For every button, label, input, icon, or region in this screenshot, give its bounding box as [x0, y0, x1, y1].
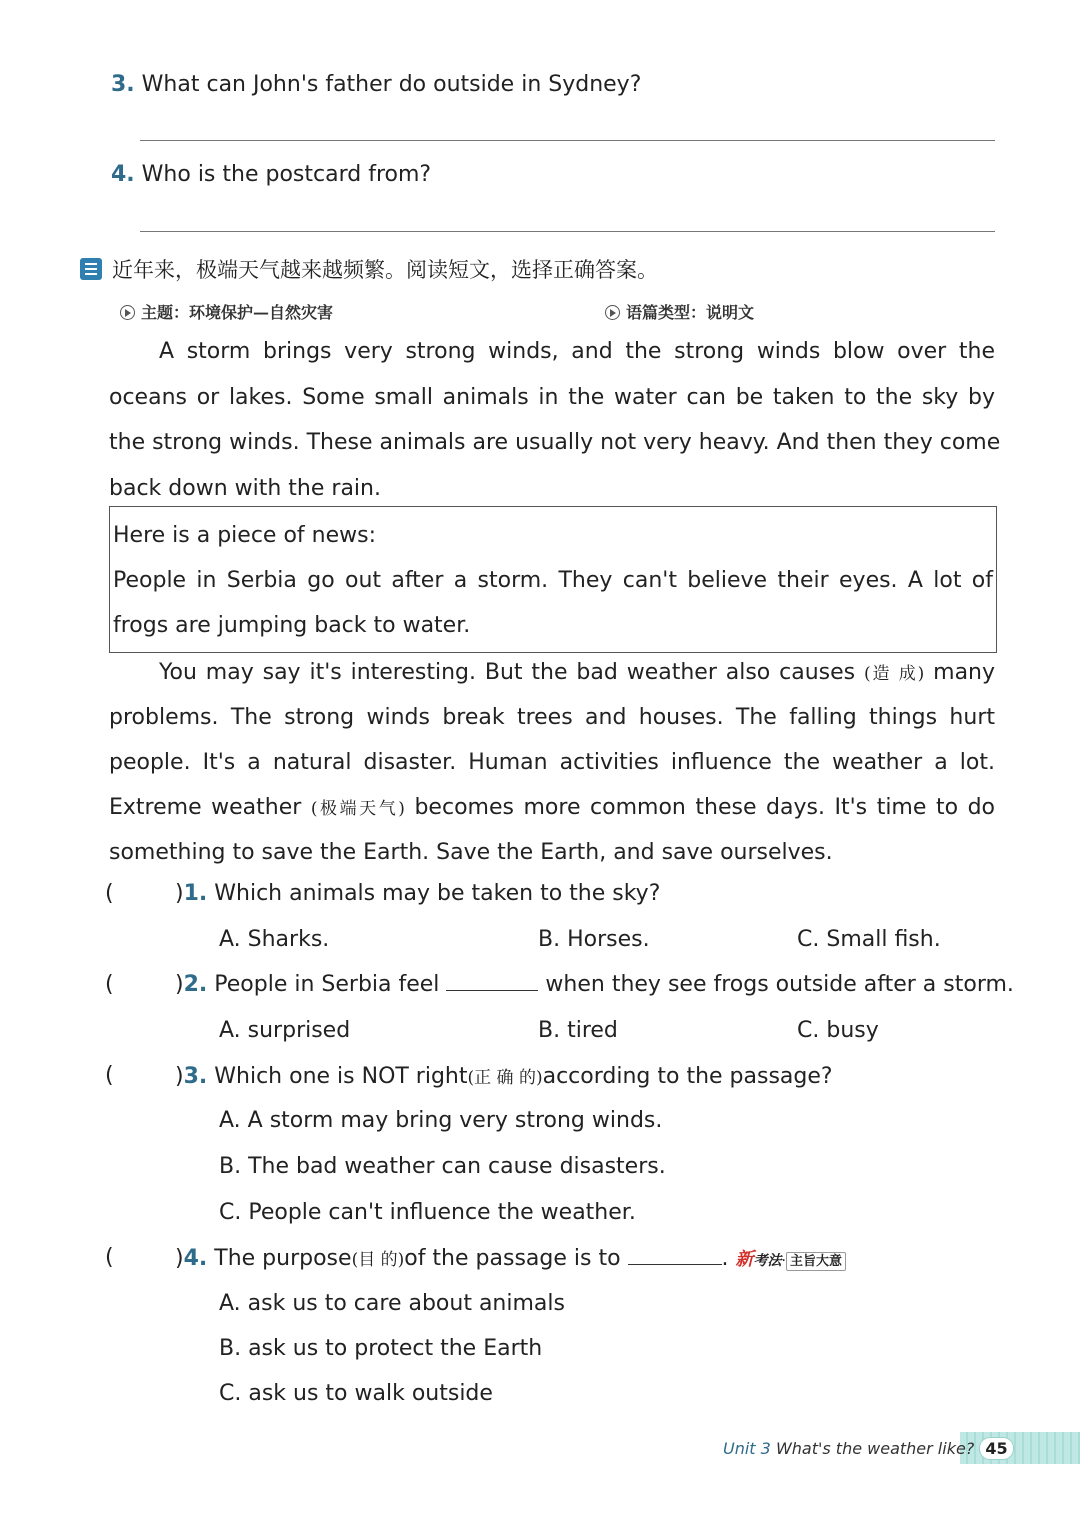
option-c[interactable]: C. People can't influence the weather.: [219, 1200, 636, 1225]
instruction-text: 近年来，极端天气越来越频繁。阅读短文，选择正确答案。: [112, 258, 658, 282]
mcq-question-2: )2. People in Serbia feel when they see frogs outside after a storm.: [175, 972, 1014, 997]
passage-line: the strong winds. These animals are usually not very heavy. And then they come: [109, 430, 1001, 455]
genre-text: 语篇类型：说明文: [626, 303, 755, 322]
section-instruction: [80, 254, 658, 284]
passage-line: back down with the rain.: [109, 475, 381, 501]
fill-blank[interactable]: [628, 1264, 722, 1265]
play-circle-icon: [605, 305, 620, 320]
option-a[interactable]: A. surprised: [219, 1018, 351, 1043]
option-a[interactable]: A. ask us to care about animals: [219, 1291, 565, 1316]
news-line: Here is a piece of news:: [113, 523, 376, 548]
question-text-post: according to the passage?: [542, 1064, 833, 1089]
theme-label: [120, 300, 333, 323]
option-c[interactable]: C. Small fish.: [797, 927, 941, 952]
news-line: frogs are jumping back to water.: [113, 613, 471, 638]
news-line: People in Serbia go out after a storm. They can't believe their eyes. A lot of: [113, 568, 993, 593]
passage-paragraph-1: [109, 329, 1001, 511]
question-number: 2.: [183, 972, 208, 997]
answer-line[interactable]: [140, 231, 995, 232]
option-c[interactable]: C. ask us to walk outside: [219, 1381, 493, 1406]
question-text-post: of the passage is to: [404, 1246, 621, 1271]
new-tag-word: 考法: [753, 1253, 782, 1269]
passage-line: oceans or lakes. Some small animals in the water can be taken to the sky by: [109, 384, 995, 410]
question-text-post: when they see frogs outside after a storm.: [545, 972, 1014, 997]
question-number: 4.: [111, 162, 135, 187]
answer-line[interactable]: [140, 140, 995, 141]
question-number: 4.: [183, 1246, 208, 1271]
footer: [723, 1437, 1014, 1460]
footer-title: What's the weather like?: [775, 1439, 975, 1458]
mcq-question-1: )1. Which animals may be taken to the sky?: [175, 881, 661, 906]
answer-paren-open[interactable]: (: [105, 1245, 114, 1270]
question-text: Who is the postcard from?: [141, 162, 432, 187]
passage-line: Extreme weather (极端天气) becomes more common these days. It's time to do: [109, 795, 995, 820]
passage-line: something to save the Earth. Save the Earth, and save ourselves.: [109, 840, 833, 865]
list-icon: [80, 258, 102, 280]
option-b[interactable]: B. ask us to protect the Earth: [219, 1336, 543, 1361]
footer-unit: Unit 3: [723, 1439, 771, 1458]
option-a[interactable]: A. Sharks.: [219, 927, 330, 952]
question-cn-gloss: (目 的): [351, 1250, 405, 1270]
question-3: [111, 72, 641, 97]
fill-blank[interactable]: [446, 990, 538, 991]
option-b[interactable]: B. The bad weather can cause disasters.: [219, 1154, 666, 1179]
passage-line: problems. The strong winds break trees and houses. The falling things hurt: [109, 705, 995, 730]
question-number: 3.: [183, 1064, 208, 1089]
question-text-pre: People in Serbia feel: [214, 972, 440, 997]
question-text: What can John's father do outside in Sydney?: [141, 72, 642, 97]
question-text: Which animals may be taken to the sky?: [214, 881, 661, 906]
play-circle-icon: [120, 305, 135, 320]
news-box: [109, 506, 997, 653]
question-cn-gloss: (正 确 的): [467, 1068, 543, 1088]
page-number: 45: [979, 1437, 1013, 1460]
option-b[interactable]: B. tired: [538, 1018, 618, 1043]
option-c[interactable]: C. busy: [797, 1018, 879, 1043]
question-number: 3.: [111, 72, 135, 97]
mcq-question-3: )3. Which one is NOT right(正 确 的)according to the passage?: [175, 1064, 833, 1089]
answer-paren-open[interactable]: (: [105, 881, 114, 906]
passage-line: A storm brings very strong winds, and the strong winds blow over the: [159, 339, 995, 364]
question-number: 1.: [183, 881, 208, 906]
passage-line: people. It's a natural disaster. Human activities influence the weather a lot.: [109, 750, 995, 775]
question-type-badge: 主旨大意: [786, 1252, 846, 1271]
answer-paren-open[interactable]: (: [105, 1063, 114, 1088]
passage-line: You may say it's interesting. But the bad weather also causes (造 成) many: [159, 660, 996, 685]
question-text-pre: Which one is NOT right: [214, 1064, 468, 1089]
option-b[interactable]: B. Horses.: [538, 927, 650, 952]
answer-paren-open[interactable]: (: [105, 972, 114, 997]
option-a[interactable]: A. A storm may bring very strong winds.: [219, 1108, 663, 1133]
genre-label: [605, 300, 754, 323]
mcq-question-4: )4. The purpose(目 的)of the passage is to . 新考法· 主旨大意: [175, 1245, 846, 1271]
question-text-pre: The purpose: [214, 1246, 352, 1271]
question-4: [111, 162, 431, 187]
new-tag-char: 新: [735, 1249, 754, 1270]
theme-text: 主题：环境保护—自然灾害: [141, 303, 334, 322]
passage-paragraph-2: [109, 650, 995, 875]
